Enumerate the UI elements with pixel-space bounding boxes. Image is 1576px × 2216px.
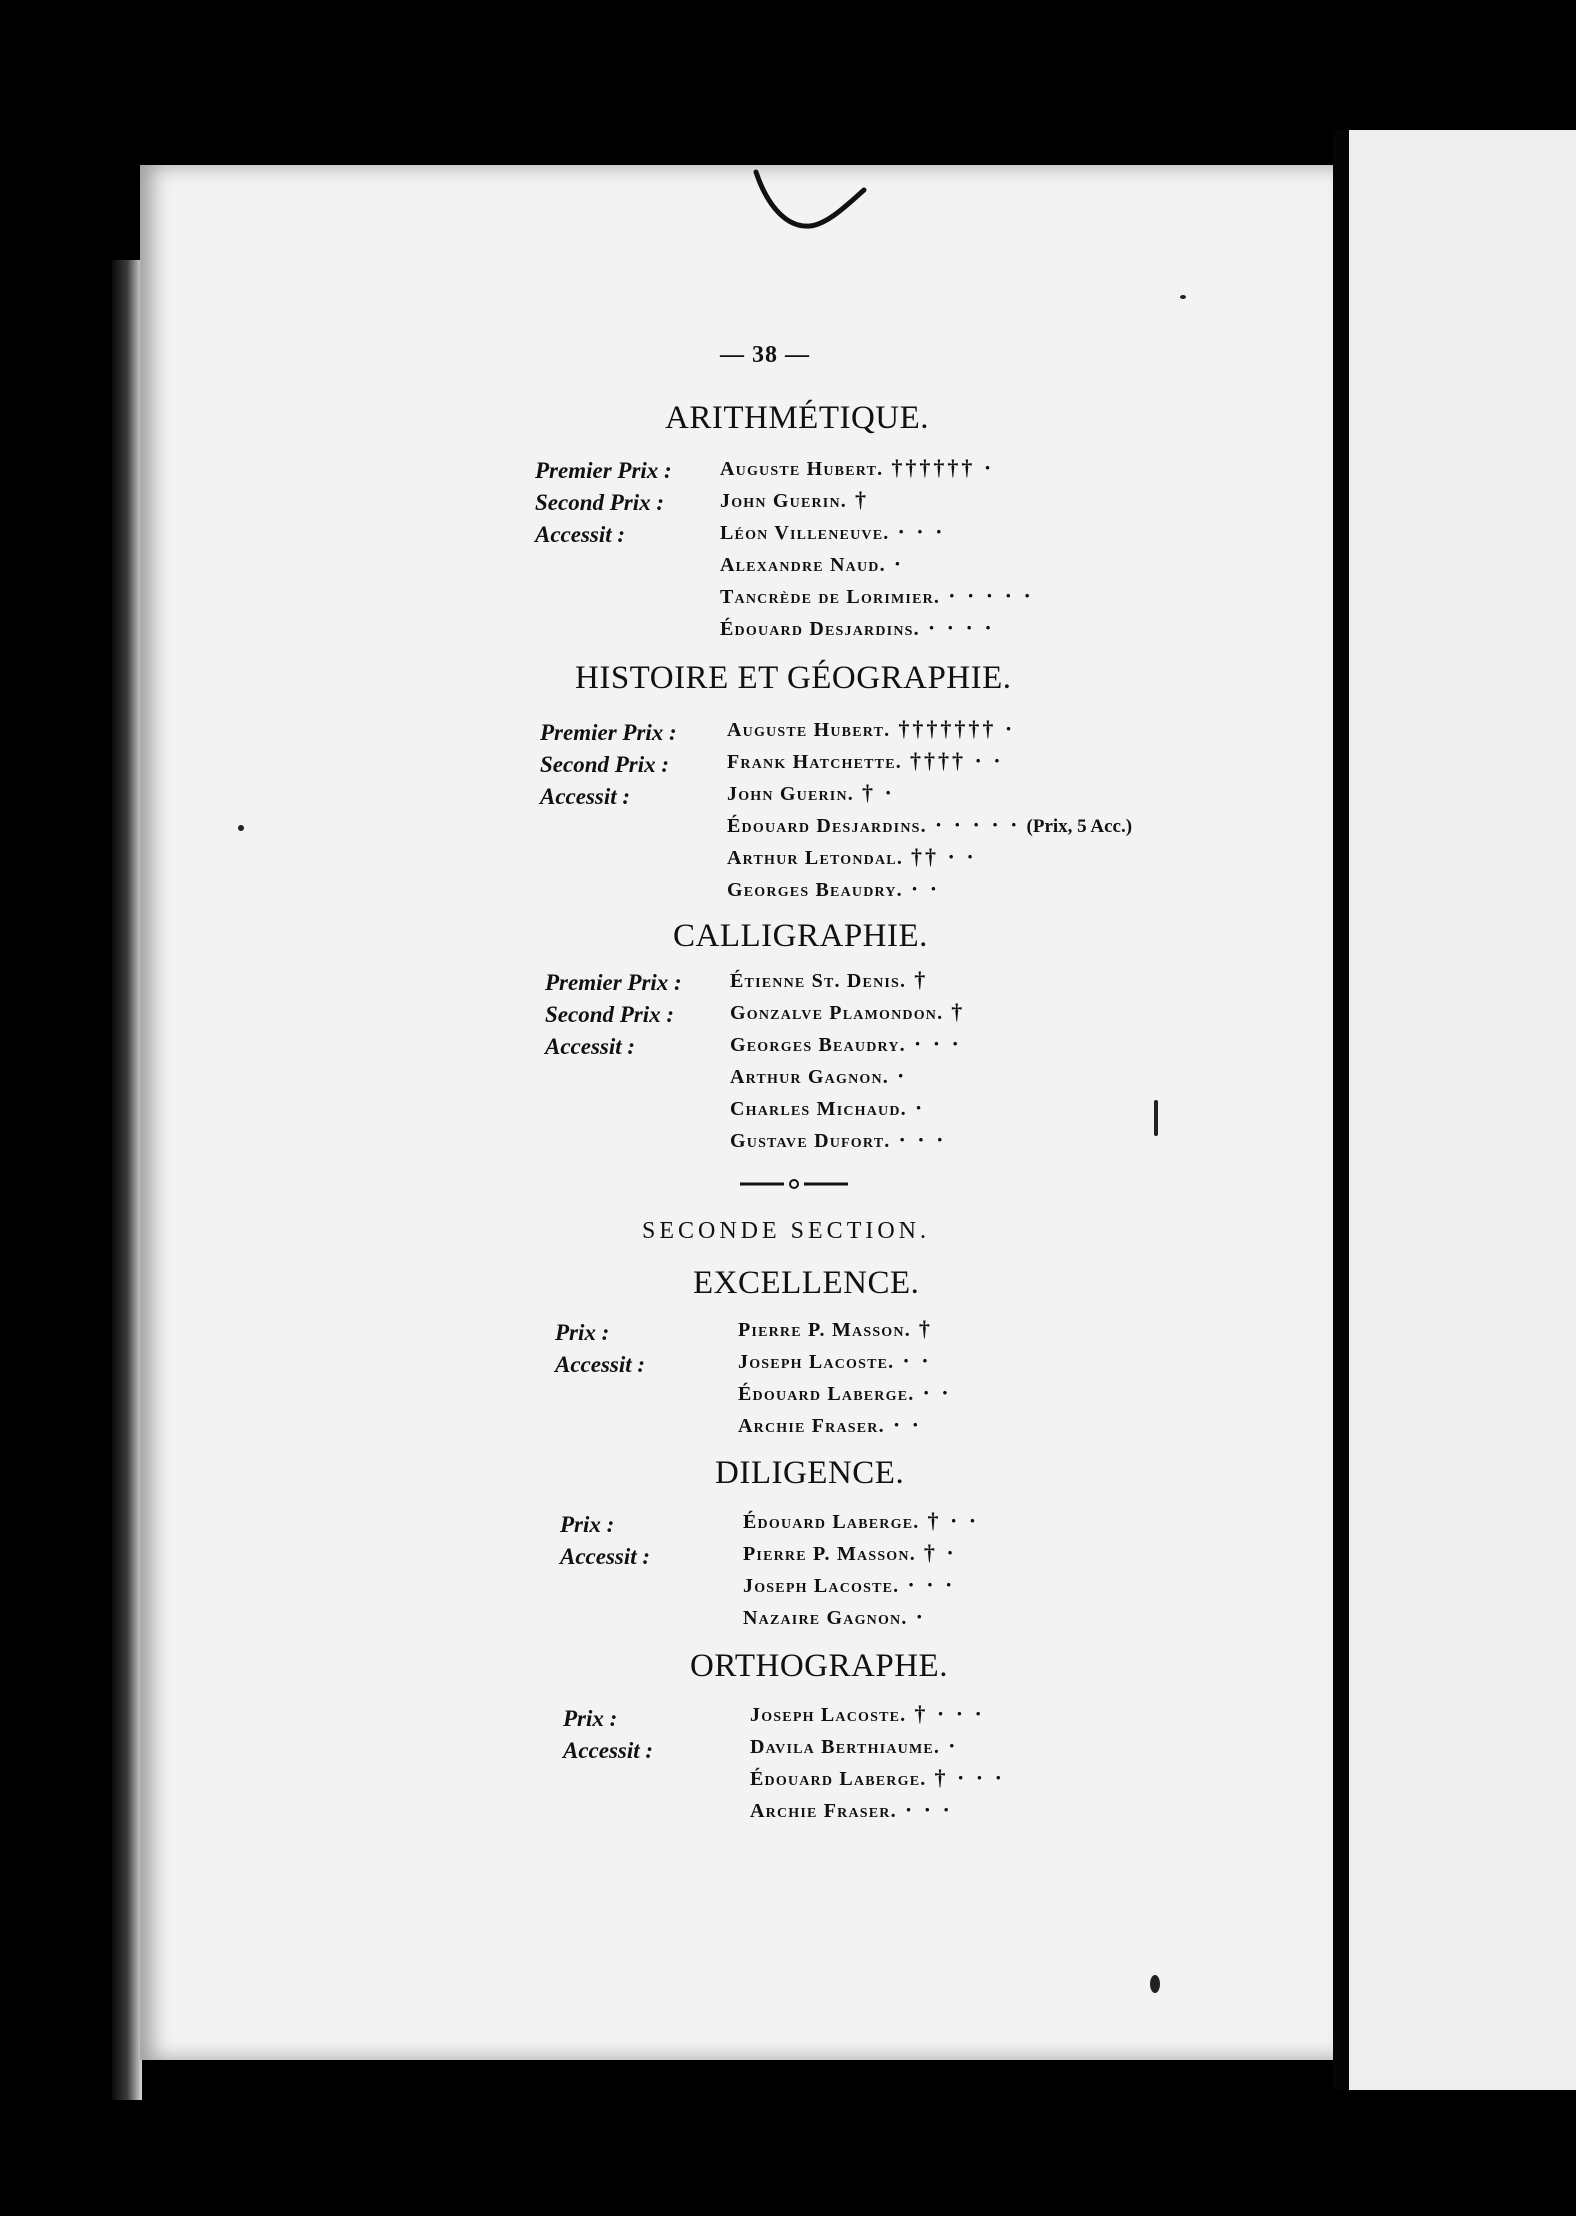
award-name: Édouard Laberge. † · · (743, 1508, 980, 1533)
award-name: Tancrède de Lorimier. · · · · · (720, 583, 1034, 608)
award-name: Joseph Lacoste. † · · · (750, 1701, 985, 1726)
page-spine (1333, 130, 1349, 2090)
pen-mark-icon (748, 168, 868, 238)
award-name: Gustave Dufort. · · · (730, 1127, 947, 1152)
award-name: Archie Fraser. · · · (750, 1797, 953, 1822)
award-name: Arthur Gagnon. · (730, 1063, 908, 1088)
award-label: Prix : (555, 1320, 610, 1345)
award-label: Accessit : (540, 784, 631, 809)
award-label: Accessit : (545, 1034, 636, 1059)
award-name: Alexandre Naud. · (720, 551, 905, 576)
award-label: Premier Prix : (540, 720, 677, 745)
scan-speck (1150, 1975, 1160, 1993)
award-label: Premier Prix : (535, 458, 672, 483)
left-binding-edge (112, 260, 142, 2100)
award-label: Second Prix : (545, 1002, 675, 1027)
page-number: — 38 — (720, 342, 810, 368)
award-label: Accessit : (555, 1352, 646, 1377)
award-name: Pierre P. Masson. † · (743, 1540, 957, 1565)
heading-arithmetique: ARITHMÉTIQUE. (665, 400, 930, 436)
award-name: Davila Berthiaume. · (750, 1733, 959, 1758)
award-name: Charles Michaud. · (730, 1095, 926, 1120)
second-section-title: SECONDE SECTION. (642, 1218, 931, 1244)
adjacent-page (1349, 130, 1576, 2090)
section-divider (740, 1178, 848, 1190)
award-name: Georges Beaudry. · · (727, 876, 941, 901)
heading-orthographe: ORTHOGRAPHE. (690, 1648, 948, 1684)
award-label: Premier Prix : (545, 970, 682, 995)
award-name: Gonzalve Plamondon. † (730, 999, 966, 1024)
award-name: John Guerin. † · (727, 780, 895, 805)
heading-diligence: DILIGENCE. (715, 1455, 905, 1491)
award-name: Pierre P. Masson. † (738, 1316, 933, 1341)
heading-histoire-geographie: HISTOIRE ET GÉOGRAPHIE. (575, 660, 1012, 696)
award-name: Édouard Desjardins. · · · · (720, 615, 995, 640)
award-label: Prix : (563, 1706, 618, 1731)
award-name: Georges Beaudry. · · · (730, 1031, 962, 1056)
award-name: Édouard Desjardins. · · · · · (Prix, 5 Acc.) (727, 812, 1133, 837)
heading-excellence: EXCELLENCE. (693, 1265, 920, 1301)
scan-speck (238, 825, 244, 831)
award-name: Archie Fraser. · · (738, 1412, 922, 1437)
award-name: Édouard Laberge. † · · · (750, 1765, 1005, 1790)
award-name: Nazaire Gagnon. · (743, 1604, 926, 1629)
award-label: Accessit : (535, 522, 626, 547)
heading-calligraphie: CALLIGRAPHIE. (673, 918, 928, 954)
award-name: Étienne St. Denis. † (730, 967, 929, 992)
scan-speck (1154, 1100, 1158, 1136)
award-label: Prix : (560, 1512, 615, 1537)
scan-speck (1180, 295, 1186, 299)
award-name: Joseph Lacoste. · · · (743, 1572, 956, 1597)
award-name: Léon Villeneuve. · · · (720, 519, 946, 544)
award-name: Édouard Laberge. · · (738, 1380, 952, 1405)
award-label: Accessit : (560, 1544, 651, 1569)
award-name: John Guerin. † (720, 487, 869, 512)
award-name: Arthur Letondal. †† · · (727, 844, 977, 869)
award-label: Second Prix : (540, 752, 670, 777)
award-name: Joseph Lacoste. · · (738, 1348, 932, 1373)
award-name: Auguste Hubert. ††††††† · (727, 716, 1016, 741)
award-label: Accessit : (563, 1738, 654, 1763)
award-name: Frank Hatchette. †††† · · (727, 748, 1004, 773)
award-name: Auguste Hubert. †††††† · (720, 455, 995, 480)
award-label: Second Prix : (535, 490, 665, 515)
